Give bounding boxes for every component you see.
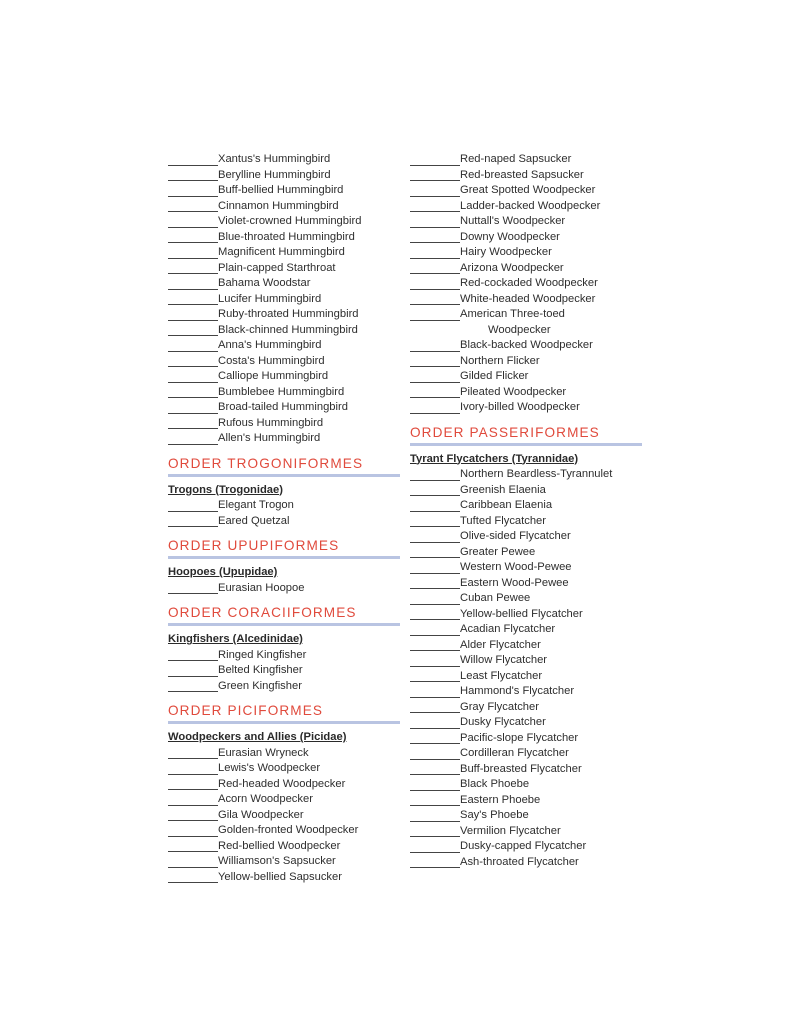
checklist-item xyxy=(410,338,642,354)
check-line[interactable] xyxy=(410,402,460,414)
check-line[interactable] xyxy=(410,701,460,713)
checklist-item xyxy=(410,467,642,483)
checklist-item xyxy=(410,653,642,669)
species-name: Buff-bellied Hummingbird xyxy=(218,184,344,196)
checklist-item xyxy=(410,591,642,607)
check-line[interactable] xyxy=(410,825,460,837)
check-line[interactable] xyxy=(410,577,460,589)
checklist-item xyxy=(168,292,400,308)
species-name: Vermilion Flycatcher xyxy=(460,824,561,837)
check-line[interactable] xyxy=(410,546,460,558)
species-name: Ladder-backed Woodpecker xyxy=(460,199,601,212)
species-name: Greater Pewee xyxy=(460,545,536,558)
checklist-item xyxy=(410,607,642,623)
species-name: Tufted Flycatcher xyxy=(460,514,547,527)
check-line[interactable] xyxy=(168,794,218,806)
species-name: Acadian Flycatcher xyxy=(460,623,556,635)
check-line[interactable] xyxy=(168,871,218,883)
checklist-item xyxy=(410,638,642,654)
checklist-item xyxy=(410,514,642,530)
species-name: Violet-crowned Hummingbird xyxy=(218,215,362,227)
species-name: Gray Flycatcher xyxy=(460,700,539,713)
check-line[interactable] xyxy=(410,670,460,682)
checklist-item xyxy=(410,152,642,168)
check-line[interactable] xyxy=(410,748,460,760)
species-name: Alder Flycatcher xyxy=(460,638,541,651)
checklist-item xyxy=(410,824,642,840)
family-heading: Woodpeckers and Allies (Picidae) xyxy=(168,731,347,743)
check-line[interactable] xyxy=(410,278,460,290)
checklist-item xyxy=(410,560,642,576)
species-name: Pileated Woodpecker xyxy=(460,385,567,398)
check-line[interactable] xyxy=(410,200,460,212)
species-name: Yellow-bellied Sapsucker xyxy=(218,870,342,883)
check-line[interactable] xyxy=(410,686,460,698)
check-line[interactable] xyxy=(410,340,460,352)
check-line[interactable] xyxy=(410,169,460,181)
order-heading-trogoniformes: ORDER TROGONIFORMES xyxy=(168,456,400,477)
checklist-item xyxy=(410,731,642,747)
species-name: Least Flycatcher xyxy=(460,669,543,682)
checklist-item xyxy=(168,648,400,664)
checklist-item xyxy=(410,199,642,215)
family-heading: Trogons (Trogonidae) xyxy=(168,483,283,496)
species-name: Nuttall's Woodpecker xyxy=(460,215,566,227)
checklist-item xyxy=(410,168,642,184)
check-line[interactable] xyxy=(410,293,460,305)
species-name: Say's Phoebe xyxy=(460,809,529,821)
species-name: Cinnamon Hummingbird xyxy=(218,199,339,212)
check-line[interactable] xyxy=(168,665,218,677)
order-heading-coraciiformes: ORDER CORACIIFORMES xyxy=(168,605,400,626)
species-name: Eastern Wood-Pewee xyxy=(460,576,569,589)
check-line[interactable] xyxy=(410,841,460,853)
species-name: White-headed Woodpecker xyxy=(460,292,596,305)
check-line[interactable] xyxy=(410,231,460,243)
check-line[interactable] xyxy=(168,247,218,259)
species-name: Black-chinned Hummingbird xyxy=(218,323,358,336)
checklist-item xyxy=(168,199,400,215)
check-line[interactable] xyxy=(410,624,460,636)
check-line[interactable] xyxy=(410,856,460,868)
checklist-item xyxy=(168,679,400,695)
check-line[interactable] xyxy=(168,417,218,429)
check-line[interactable] xyxy=(168,324,218,336)
checklist-item xyxy=(410,576,642,592)
checklist-item xyxy=(410,276,642,292)
species-name: Willow Flycatcher xyxy=(460,654,548,666)
species-name: Red-naped Sapsucker xyxy=(460,153,572,165)
check-line[interactable] xyxy=(168,402,218,414)
check-line[interactable] xyxy=(410,810,460,822)
check-line[interactable] xyxy=(168,840,218,852)
check-line[interactable] xyxy=(410,262,460,274)
check-line[interactable] xyxy=(410,593,460,605)
check-line[interactable] xyxy=(168,386,218,398)
species-name: Ivory-billed Woodpecker xyxy=(460,401,580,413)
checklist-item xyxy=(410,777,642,793)
check-line[interactable] xyxy=(168,278,218,290)
checklist-item xyxy=(410,292,642,308)
checklist-item xyxy=(410,808,642,824)
species-name: Ash-throated Flycatcher xyxy=(460,855,579,868)
check-line[interactable] xyxy=(168,262,218,274)
check-line[interactable] xyxy=(410,531,460,543)
species-name: Red-cockaded Woodpecker xyxy=(460,277,598,289)
species-name: Downy Woodpecker xyxy=(460,230,560,243)
check-line[interactable] xyxy=(410,639,460,651)
check-line[interactable] xyxy=(410,309,460,321)
checklist-item xyxy=(410,715,642,731)
checklist-item xyxy=(168,839,400,855)
checklist-item xyxy=(168,431,400,447)
species-name: Gila Woodpecker xyxy=(218,808,304,821)
check-line[interactable] xyxy=(168,185,218,197)
checklist-item xyxy=(168,307,400,323)
species-name: Eastern Phoebe xyxy=(460,793,541,806)
checklist-item xyxy=(410,684,642,700)
check-line[interactable] xyxy=(168,309,218,321)
check-line[interactable] xyxy=(168,809,218,821)
checklist-item xyxy=(168,230,400,246)
check-line[interactable] xyxy=(410,717,460,729)
species-name: Great Spotted Woodpecker xyxy=(460,184,596,196)
check-line[interactable] xyxy=(410,154,460,166)
checklist-item xyxy=(410,483,642,499)
checklist-item xyxy=(410,354,642,370)
species-name: American Three-toed xyxy=(460,308,565,320)
species-name: Dusky-capped Flycatcher xyxy=(460,840,587,852)
species-name: Arizona Woodpecker xyxy=(460,261,564,274)
checklist-item xyxy=(168,416,400,432)
check-line[interactable] xyxy=(410,608,460,620)
checklist-item xyxy=(410,529,642,545)
species-name: Hammond's Flycatcher xyxy=(460,685,575,697)
check-line[interactable] xyxy=(410,355,460,367)
checklist-item xyxy=(168,777,400,793)
species-name: Red-headed Woodpecker xyxy=(218,777,346,790)
checklist-item xyxy=(410,261,642,277)
species-name: Allen's Hummingbird xyxy=(218,432,321,444)
species-name: Eurasian Wryneck xyxy=(218,746,309,759)
species-name: Caribbean Elaenia xyxy=(460,499,553,511)
checklist-item xyxy=(168,369,400,385)
checklist-item xyxy=(168,152,400,168)
checklist-item xyxy=(168,168,400,184)
checklist-item xyxy=(410,307,642,323)
check-line[interactable] xyxy=(168,825,218,837)
species-name: Lewis's Woodpecker xyxy=(218,762,321,774)
species-name: Green Kingfisher xyxy=(218,679,302,692)
check-line[interactable] xyxy=(168,747,218,759)
species-name: Acorn Woodpecker xyxy=(218,793,313,805)
checklist-item xyxy=(410,700,642,716)
species-name: Bahama Woodstar xyxy=(218,277,311,289)
check-line[interactable] xyxy=(410,216,460,228)
species-name: Plain-capped Starthroat xyxy=(218,261,336,274)
species-name: Northern Beardless-Tyrannulet xyxy=(460,468,613,480)
order-heading-passeriformes: ORDER PASSERIFORMES xyxy=(410,425,642,446)
species-name: Lucifer Hummingbird xyxy=(218,292,322,305)
checklist-item xyxy=(410,622,642,638)
checklist-item xyxy=(410,793,642,809)
check-line[interactable] xyxy=(410,484,460,496)
checklist-item xyxy=(410,369,642,385)
species-name: Belted Kingfisher xyxy=(218,664,303,676)
species-name: Cordilleran Flycatcher xyxy=(460,747,569,759)
species-name: Hairy Woodpecker xyxy=(460,246,552,258)
check-line[interactable] xyxy=(410,794,460,806)
check-line[interactable] xyxy=(410,386,460,398)
checklist-item xyxy=(168,663,400,679)
check-line[interactable] xyxy=(168,216,218,228)
species-name: Olive-sided Flycatcher xyxy=(460,530,571,542)
species-name: Red-breasted Sapsucker xyxy=(460,168,584,181)
checklist-item xyxy=(168,323,400,339)
species-name: Buff-breasted Flycatcher xyxy=(460,762,582,775)
check-line[interactable] xyxy=(410,562,460,574)
checklist-item xyxy=(168,214,400,230)
checklist-item xyxy=(168,870,400,886)
check-line[interactable] xyxy=(168,582,218,594)
checklist-item xyxy=(168,808,400,824)
checklist-item xyxy=(410,762,642,778)
check-line[interactable] xyxy=(410,500,460,512)
species-name: Pacific-slope Flycatcher xyxy=(460,731,579,744)
check-line[interactable] xyxy=(410,655,460,667)
checklist-item xyxy=(168,183,400,199)
checklist-item xyxy=(410,385,642,401)
check-line[interactable] xyxy=(168,515,218,527)
checklist-item xyxy=(410,855,642,871)
species-name: Ringed Kingfisher xyxy=(218,648,307,661)
family-heading: Tyrant Flycatchers (Tyrannidae) xyxy=(410,452,579,465)
check-line[interactable] xyxy=(410,247,460,259)
checklist-item xyxy=(168,338,400,354)
species-name: Elegant Trogon xyxy=(218,499,294,511)
family-heading: Kingfishers (Alcedinidae) xyxy=(168,633,303,645)
species-name: Costa's Hummingbird xyxy=(218,354,325,367)
check-line[interactable] xyxy=(410,732,460,744)
checklist-item xyxy=(168,354,400,370)
species-name: Yellow-bellied Flycatcher xyxy=(460,607,583,620)
check-line[interactable] xyxy=(410,763,460,775)
species-name: Magnificent Hummingbird xyxy=(218,246,345,258)
checklist-item xyxy=(410,245,642,261)
checklist-item xyxy=(410,400,642,416)
check-line[interactable] xyxy=(168,371,218,383)
check-line[interactable] xyxy=(168,763,218,775)
species-name: Cuban Pewee xyxy=(460,592,531,604)
species-name: Broad-tailed Hummingbird xyxy=(218,401,348,413)
checklist-item xyxy=(168,498,400,514)
check-line[interactable] xyxy=(168,433,218,445)
checklist-item xyxy=(168,261,400,277)
family-heading: Hoopoes (Upupidae) xyxy=(168,566,278,578)
check-line[interactable] xyxy=(168,293,218,305)
right-column xyxy=(410,152,642,870)
checklist-item xyxy=(168,761,400,777)
species-name: Dusky Flycatcher xyxy=(460,716,546,728)
check-line[interactable] xyxy=(168,778,218,790)
species-name: Calliope Hummingbird xyxy=(218,370,329,382)
check-line[interactable] xyxy=(410,469,460,481)
checklist-item xyxy=(410,498,642,514)
species-name: Eared Quetzal xyxy=(218,514,290,527)
check-line[interactable] xyxy=(410,515,460,527)
check-line[interactable] xyxy=(168,154,218,166)
species-name: Anna's Hummingbird xyxy=(218,339,322,351)
check-line[interactable] xyxy=(168,231,218,243)
checklist-item xyxy=(168,385,400,401)
species-name: Berylline Hummingbird xyxy=(218,168,331,181)
checklist-item xyxy=(168,823,400,839)
checklist-item xyxy=(410,746,642,762)
checklist-item xyxy=(410,839,642,855)
check-line[interactable] xyxy=(168,169,218,181)
checklist-item xyxy=(168,792,400,808)
species-name: Greenish Elaenia xyxy=(460,483,546,496)
checklist-item xyxy=(168,854,400,870)
species-name: Ruby-throated Hummingbird xyxy=(218,308,359,320)
species-name: Xantus's Hummingbird xyxy=(218,153,331,165)
checklist-item xyxy=(410,545,642,561)
check-line[interactable] xyxy=(168,200,218,212)
species-name: Woodpecker xyxy=(488,323,551,336)
species-name: Black Phoebe xyxy=(460,778,530,790)
species-name: Rufous Hummingbird xyxy=(218,416,324,429)
checklist-item xyxy=(168,400,400,416)
species-name: Red-bellied Woodpecker xyxy=(218,839,341,852)
left-column xyxy=(168,152,400,885)
species-name: Black-backed Woodpecker xyxy=(460,339,593,351)
checklist-item xyxy=(168,581,400,597)
check-line[interactable] xyxy=(168,680,218,692)
check-line[interactable] xyxy=(410,185,460,197)
checklist-item xyxy=(410,669,642,685)
checklist-item xyxy=(168,245,400,261)
species-name: Northern Flicker xyxy=(460,354,540,367)
check-line[interactable] xyxy=(168,500,218,512)
species-name: Williamson's Sapsucker xyxy=(218,855,336,867)
checklist-item xyxy=(168,276,400,292)
checklist-item xyxy=(410,214,642,230)
check-line[interactable] xyxy=(168,340,218,352)
species-name: Eurasian Hoopoe xyxy=(218,581,305,594)
check-line[interactable] xyxy=(410,779,460,791)
checklist-item xyxy=(410,183,642,199)
order-heading-piciformes: ORDER PICIFORMES xyxy=(168,703,400,724)
check-line[interactable] xyxy=(168,355,218,367)
species-name: Western Wood-Pewee xyxy=(460,561,572,573)
species-name-continuation xyxy=(410,323,642,339)
check-line[interactable] xyxy=(410,371,460,383)
species-name: Gilded Flicker xyxy=(460,370,529,382)
checklist-item xyxy=(410,230,642,246)
order-heading-upupiformes: ORDER UPUPIFORMES xyxy=(168,538,400,559)
species-name: Bumblebee Hummingbird xyxy=(218,385,345,398)
species-name: Golden-fronted Woodpecker xyxy=(218,824,359,836)
check-line[interactable] xyxy=(168,856,218,868)
check-line[interactable] xyxy=(168,649,218,661)
checklist-item xyxy=(168,746,400,762)
checklist-item xyxy=(168,514,400,530)
species-name: Blue-throated Hummingbird xyxy=(218,230,355,243)
